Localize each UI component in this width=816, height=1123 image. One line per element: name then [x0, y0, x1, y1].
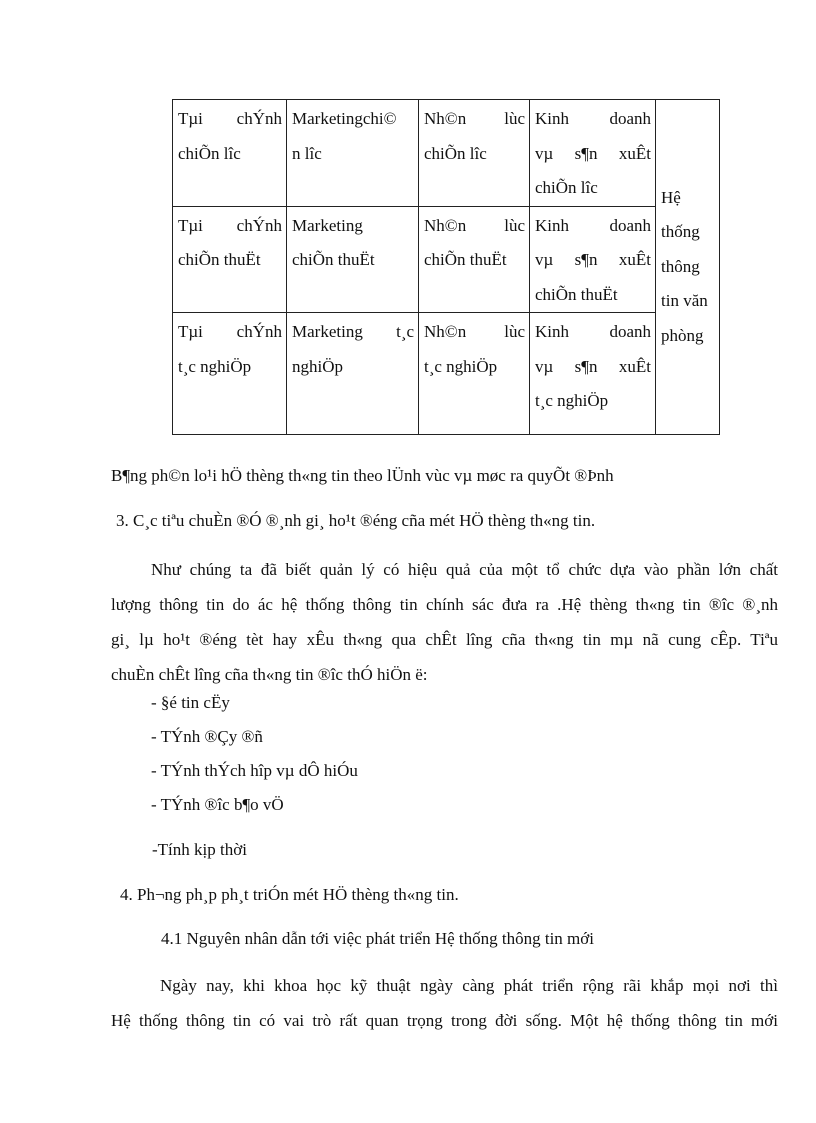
table-cell: Nh©n lùc t¸c nghiÖp — [419, 313, 530, 435]
section-heading-3: 3. C¸c tiªu chuÈn ®Ó ®¸nh gi¸ ho¹t ®éng cña mét HÖ thèng th«ng tin. — [116, 511, 596, 530]
table-cell: Tµi chÝnh chiÕn lîc — [173, 100, 287, 207]
section-heading-4: 4. Ph¬ng ph¸p ph¸t triÓn mét HÖ thèng th«ng tin. — [120, 885, 459, 904]
paragraph-line: lượng thông tin do ác hệ thống thông tin chính sác đưa ra .Hệ thèng th«ng tin ®îc ®¸nh — [111, 595, 778, 614]
paragraph-line: Như chúng ta đã biết quản lý có hiệu quả của một tổ chức dựa vào phần lớn chất — [151, 560, 778, 579]
table-caption: B¶ng ph©n lo¹i hÖ thèng th«ng tin theo lÜnh vùc vµ møc ra quyÕt ®Þnh — [111, 466, 614, 485]
bullet-item: - TÝnh thÝch hîp vµ dÔ hiÓu — [151, 761, 358, 780]
classification-table — [172, 99, 720, 435]
table-row — [173, 206, 720, 313]
table-cell: Kinh doanh vµ s¶n xuÊt chiÕn thuËt — [530, 206, 656, 313]
paragraph-line: chuÈn chÊt lîng cña th«ng tin ®îc thÓ hiÖn ë: — [111, 665, 428, 684]
table-cell: Nh©n lùc chiÕn thuËt — [419, 206, 530, 313]
paragraph-line: Hệ thống thông tin có vai trò rất quan trọng trong đời sống. Một hệ thống thông tin mới — [111, 1011, 778, 1030]
table-cell: Marketing t¸c nghiÖp — [287, 313, 419, 435]
bullet-item: -Tính kịp thời — [152, 840, 247, 859]
table-cell: Marketing chiÕn thuËt — [287, 206, 419, 313]
table-cell: Tµi chÝnh t¸c nghiÖp — [173, 313, 287, 435]
bullet-item: - TÝnh ®îc b¶o vÖ — [151, 795, 284, 814]
table-row — [173, 313, 720, 435]
paragraph-line: gi¸ lµ ho¹t ®éng tèt hay xÊu th«ng qua chÊt lîng cña th«ng tin mµ nã cung cÊp. Tiªu — [111, 630, 778, 649]
table-cell: Kinh doanh vµ s¶n xuÊt t¸c nghiÖp — [530, 313, 656, 435]
table-cell: Nh©n lùc chiÕn lîc — [419, 100, 530, 207]
office-info-system-cell: Hệ thống thông tin văn phòng — [656, 100, 720, 435]
table-cell: Marketingchi© n lîc — [287, 100, 419, 207]
bullet-item: - §é tin cËy — [151, 693, 230, 712]
table-row — [173, 100, 720, 207]
table-cell: Kinh doanh vµ s¶n xuÊt chiÕn lîc — [530, 100, 656, 207]
paragraph-reasons — [111, 968, 778, 1038]
paragraph-line: Ngày nay, khi khoa học kỹ thuật ngày càng phát triển rộng rãi khắp mọi nơi thì — [160, 976, 778, 995]
table-cell: Tµi chÝnh chiÕn thuËt — [173, 206, 287, 313]
paragraph-quality — [111, 552, 778, 692]
bullet-item: - TÝnh ®Çy ®ñ — [151, 727, 263, 746]
section-heading-4-1: 4.1 Nguyên nhân dẫn tới việc phát triển Hệ thống thông tin mới — [161, 929, 594, 948]
